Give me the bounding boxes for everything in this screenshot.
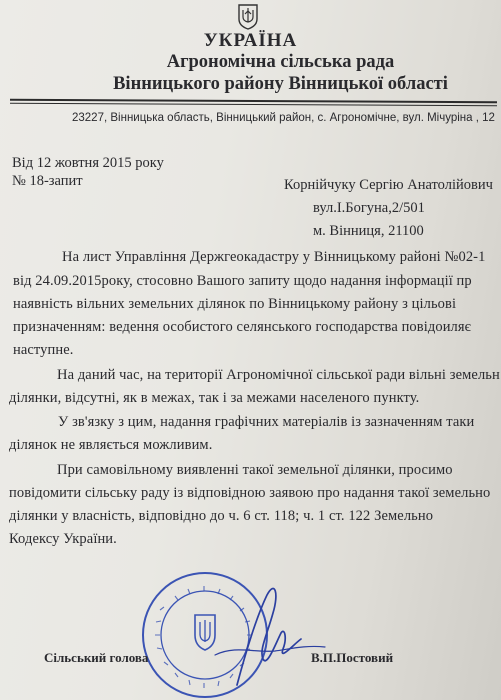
header-rule-thin [10, 103, 497, 107]
letter-date: Від 12 жовтня 2015 року [12, 155, 164, 171]
body-line: ділянки у власність, відповідно до ч. 6 ст. 118; ч. 1 ст. 122 Земельно [9, 508, 434, 524]
body-line: ділянки, відсутні, як в межах, так і за межами населеного пункту. [9, 390, 420, 406]
signatory-name: В.П.Постовий [311, 650, 394, 665]
organization-region: Вінницького району Вінницької області [113, 74, 448, 94]
body-line: повідомити сільську раду із відповідною заявою про надання такої земельно [9, 485, 491, 501]
recipient-city: м. Вінниця, 21100 [313, 223, 424, 239]
body-line: У зв'язку з цим, надання графічних матеріалів із зазначенням таки [58, 414, 475, 430]
body-line: призначенням: ведення особистого селянського господарства повідоиляє [13, 319, 471, 335]
body-line: На лист Управління Держгеокадастру у Вінницькому районі №02-1 [62, 249, 486, 265]
country-title: УКРАЇНА [203, 30, 298, 51]
body-line: наступне. [13, 342, 74, 358]
body-line: від 24.09.2015року, стосовно Вашого запиту щодо надання інформації пр [13, 273, 472, 289]
body-line: ділянок не являється можливим. [9, 437, 213, 453]
signatory-role: Сільський голова [44, 650, 149, 665]
coat-of-arms-icon [234, 2, 262, 30]
organization-address: 23227, Вінницька область, Вінницький район, с. Агрономічне, вул. Мічуріна , 12 [72, 112, 495, 124]
organization-name: Агрономічна сільська рада [166, 52, 395, 72]
handwritten-signature [175, 575, 335, 695]
body-line: При самовільному виявленні такої земельної ділянки, просимо [57, 462, 453, 478]
body-line: На даний час, на території Агрономічної сільської ради вільні земельн [57, 367, 500, 383]
body-line: Кодексу України. [9, 531, 117, 547]
letter-number: № 18-запит [12, 173, 83, 189]
recipient-street: вул.І.Богуна,2/501 [313, 200, 425, 216]
body-line: наявність вільних земельних ділянок по Вінницькому району з цільові [13, 296, 457, 312]
recipient-name: Корнійчуку Сергію Анатолійович [284, 177, 493, 193]
